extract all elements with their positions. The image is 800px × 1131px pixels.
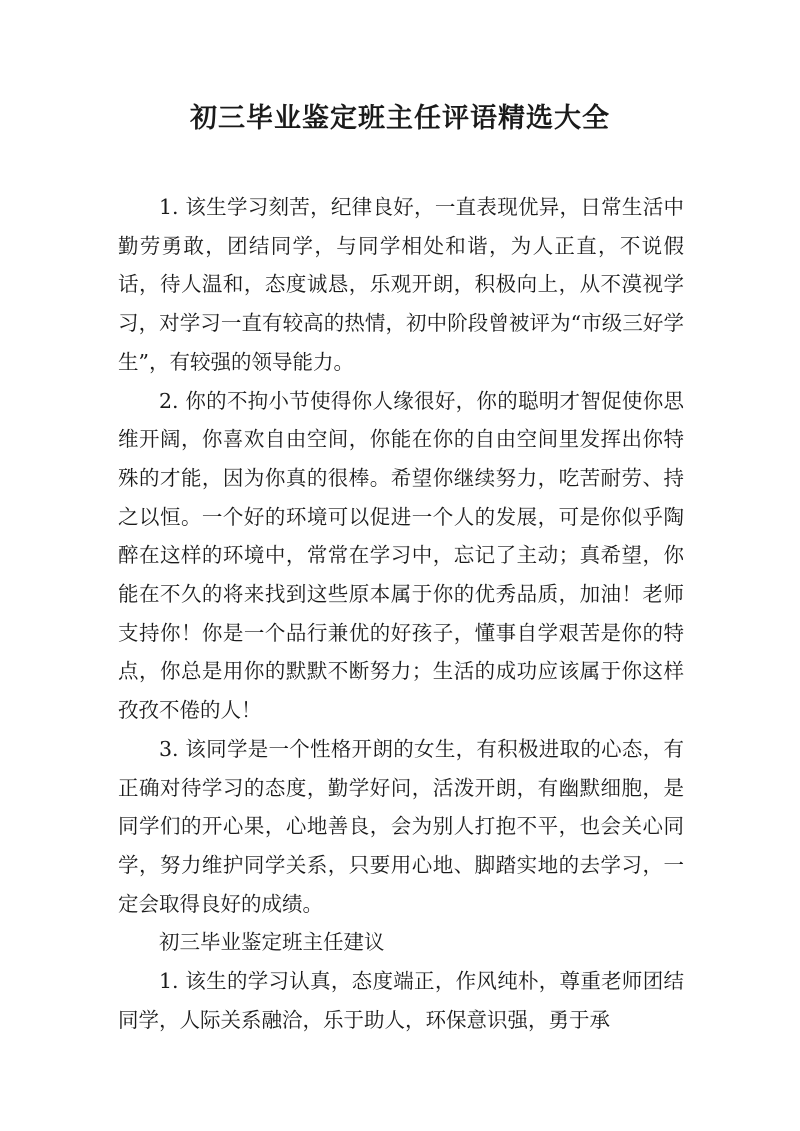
- paragraph-3: 3. 该同学是一个性格开朗的女生，有积极进取的心态，有正确对待学习的态度，勤学好问，活泼开朗，有幽默细胞，是同学们的开心果，心地善良，会为别人打抱不平，也会关心同学，努力维护同学关系，只要用心地、脚踏实地的去学习，一定会取得良好的成绩。: [118, 736, 684, 916]
- paragraph-1: 1. 该生学习刻苦，纪律良好，一直表现优异，日常生活中勤劳勇敢，团结同学，与同学相处和谐，为人正直，不说假话，待人温和，态度诚恳，乐观开朗，积极向上，从不漠视学习，对学习一直有较高的热情，初中阶段曾被评为“市级三好学生”，有较强的领导能力。: [118, 195, 684, 374]
- document-body: [118, 188, 684, 1039]
- paragraph-2: 2. 你的不拘小节使得你人缘很好，你的聪明才智促使你思维开阔，你喜欢自由空间，你能在你的自由空间里发挥出你特殊的才能，因为你真的很棒。希望你继续努力，吃苦耐劳、持之以恒。一个好的环境可以促进一个人的发展，可是你似乎陶醉在这样的环境中，常常在学习中，忘记了主动；真希望，你能在不久的将来找到这些原本属于你的优秀品质，加油！老师支持你！你是一个品行兼优的好孩子，懂事自学艰苦是你的特点，你总是用你的默默不断努力；生活的成功应该属于你这样孜孜不倦的人！: [118, 388, 684, 723]
- paragraph-4: 1. 该生的学习认真，态度端正，作风纯朴，尊重老师团结同学，人际关系融洽，乐于助人，环保意识强，勇于承: [118, 969, 684, 1032]
- document-title: 初三毕业鉴定班主任评语精选大全: [190, 103, 610, 134]
- section-heading: 初三毕业鉴定班主任建议: [159, 930, 385, 955]
